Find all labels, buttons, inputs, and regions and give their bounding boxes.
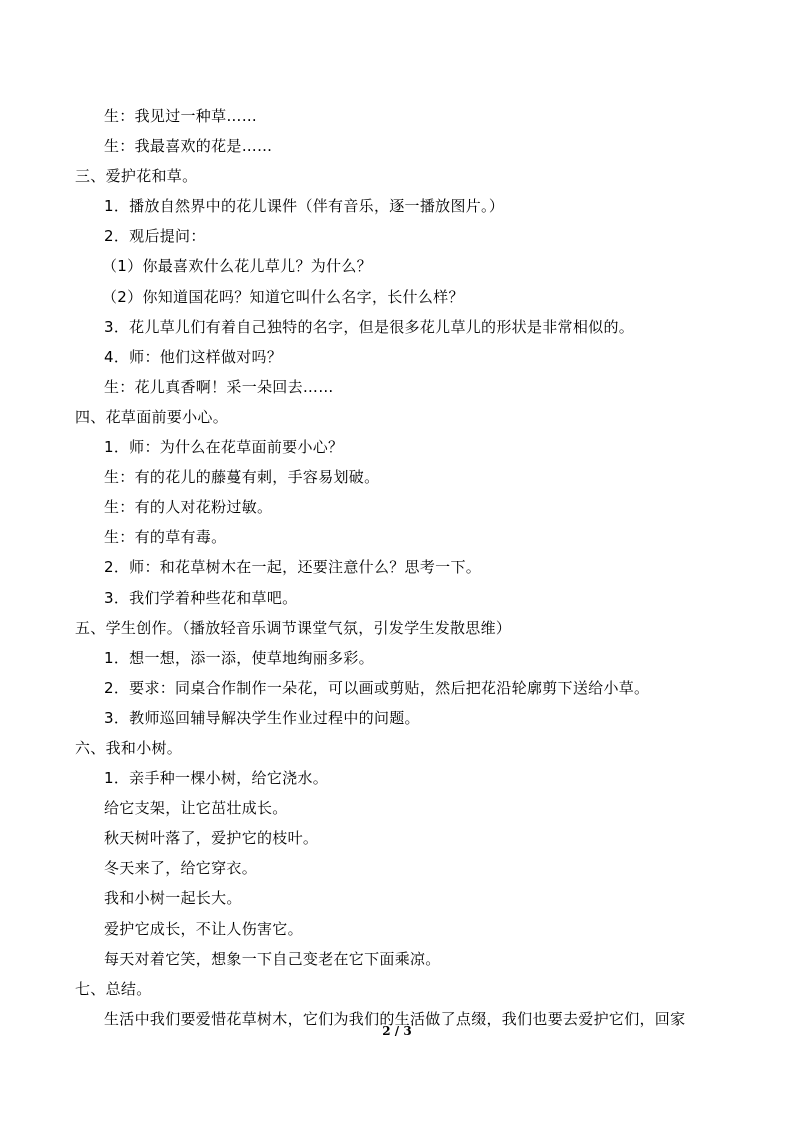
text-line: 2．观后提问： bbox=[104, 227, 206, 246]
text-line: 3．教师巡回辅导解决学生作业过程中的问题。 bbox=[104, 708, 420, 727]
text-line: 冬天来了，给它穿衣。 bbox=[104, 859, 258, 878]
text-line: 3．我们学着种些花和草吧。 bbox=[104, 588, 298, 607]
section-heading: 四、花草面前要小心。 bbox=[75, 407, 229, 426]
text-line: 每天对着它笑，想象一下自己变老在它下面乘凉。 bbox=[104, 949, 441, 968]
text-line: （2）你知道国花吗？知道它叫什么名字，长什么样？ bbox=[102, 287, 464, 306]
text-line: 1．播放自然界中的花儿课件（伴有音乐，逐一播放图片。） bbox=[104, 197, 505, 216]
text-line: 生活中我们要爱惜花草树木，它们为我们的生活做了点缀，我们也要去爱护它们，回家 bbox=[104, 1009, 686, 1028]
text-line: 1．师：为什么在花草面前要小心？ bbox=[104, 438, 344, 457]
text-line: 给它支架，让它茁壮成长。 bbox=[104, 799, 288, 818]
text-line: 4．师：他们这样做对吗？ bbox=[104, 347, 283, 366]
text-line: 秋天树叶落了，爱护它的枝叶。 bbox=[104, 829, 319, 848]
section-heading: 三、爱护花和草。 bbox=[75, 167, 198, 186]
page-number: 2 / 3 bbox=[382, 1024, 412, 1038]
text-line: 生：有的草有毒。 bbox=[104, 528, 227, 547]
text-line: 1．想一想，添一添，使草地绚丽多彩。 bbox=[104, 648, 374, 667]
document-body bbox=[0, 101, 794, 1034]
text-line: 2．师：和花草树木在一起，还要注意什么？思考一下。 bbox=[104, 558, 482, 577]
section-heading: 五、学生创作。（播放轻音乐调节课堂气氛，引发学生发散思维） bbox=[75, 618, 512, 637]
text-line: 生：有的人对花粉过敏。 bbox=[104, 498, 273, 517]
text-line: 2．要求：同桌合作制作一朵花，可以画或剪贴，然后把花沿轮廓剪下送给小草。 bbox=[104, 678, 650, 697]
text-line: （1）你最喜欢什么花儿草儿？为什么？ bbox=[102, 257, 372, 276]
section-heading: 六、我和小树。 bbox=[75, 738, 183, 757]
text-line: 生：有的花儿的藤蔓有刺，手容易划破。 bbox=[104, 468, 380, 487]
text-line: 生：花儿真香啊！采一朵回去…… bbox=[104, 377, 334, 396]
section-heading: 七、总结。 bbox=[75, 979, 152, 998]
text-line: 我和小树一起长大。 bbox=[104, 889, 242, 908]
text-line: 1．亲手种一棵小树，给它浇水。 bbox=[104, 769, 329, 788]
text-line: 生：我见过一种草…… bbox=[104, 107, 258, 125]
text-line: 3．花儿草儿们有着自己独特的名字，但是很多花儿草儿的形状是非常相似的。 bbox=[104, 317, 635, 336]
text-line: 生：我最喜欢的花是…… bbox=[104, 137, 273, 156]
text-line: 爱护它成长，不让人伤害它。 bbox=[104, 919, 303, 938]
